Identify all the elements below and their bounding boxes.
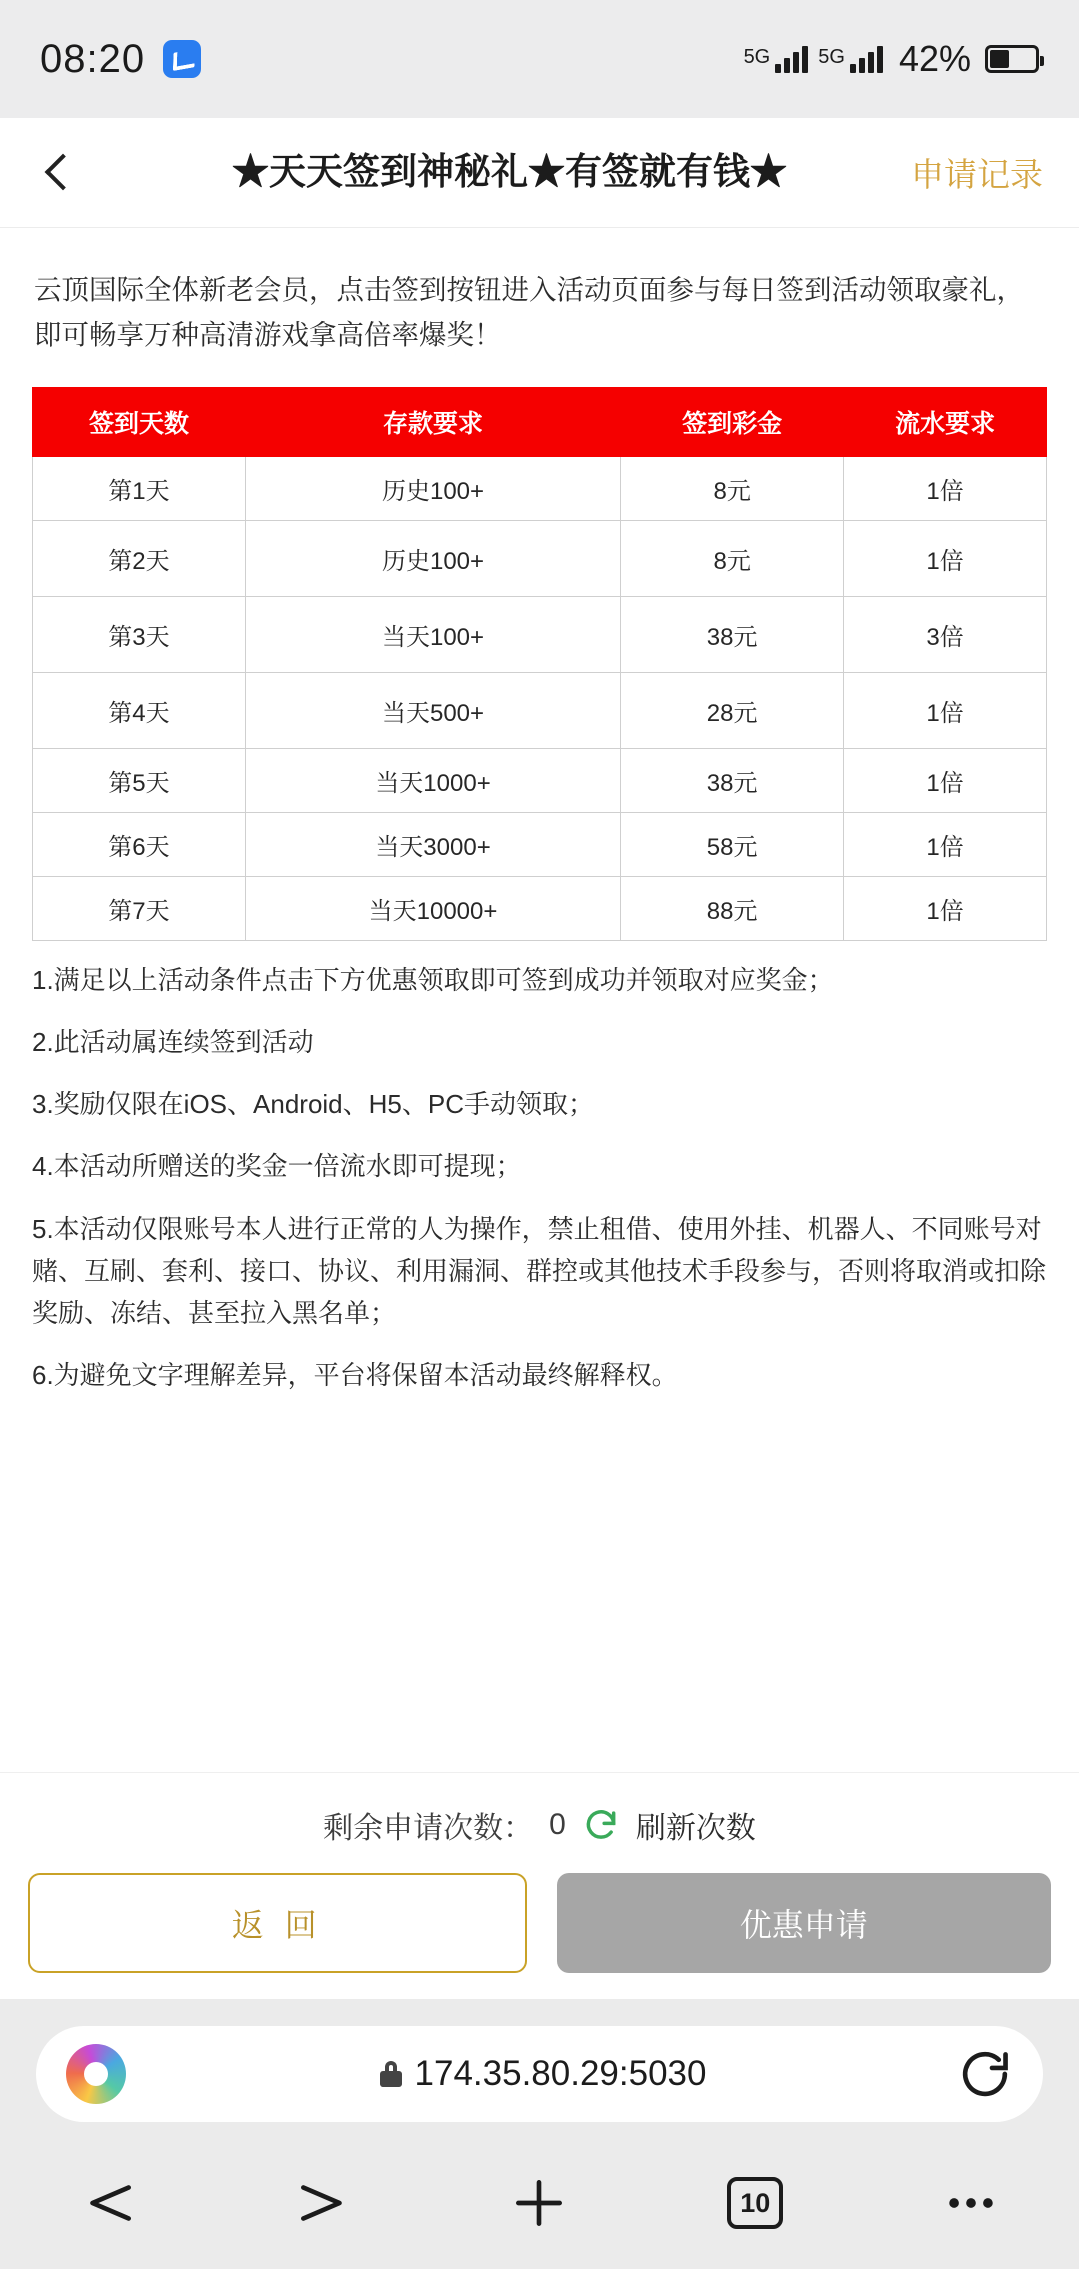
status-bar <box>0 0 1079 118</box>
refresh-icon[interactable] <box>582 1806 620 1844</box>
signal-bars-2-icon <box>850 45 883 73</box>
table-header-cell: 流水要求 <box>844 388 1047 457</box>
browser-toolbar <box>0 1999 1079 2149</box>
table-cell: 第4天 <box>33 673 246 749</box>
signal-1 <box>744 45 809 73</box>
table-cell: 88元 <box>621 877 844 941</box>
browser-nav-bar <box>0 2149 1079 2269</box>
table-cell: 1倍 <box>844 813 1047 877</box>
table-cell: 1倍 <box>844 521 1047 597</box>
table-row <box>33 749 1047 813</box>
table-header-cell: 存款要求 <box>245 388 620 457</box>
url-display[interactable] <box>126 2054 957 2094</box>
network-type-1-label: 5G <box>743 46 771 68</box>
tabs-button[interactable] <box>695 2163 815 2243</box>
table-cell: 8元 <box>621 457 844 521</box>
table-cell: 1倍 <box>844 877 1047 941</box>
remaining-value: 0 <box>549 1808 566 1841</box>
back-chevron-icon[interactable] <box>36 150 82 196</box>
new-tab-plus-icon[interactable] <box>479 2163 599 2243</box>
table-cell: 第7天 <box>33 877 246 941</box>
table-header-cell: 签到彩金 <box>621 388 844 457</box>
table-cell: 8元 <box>621 521 844 597</box>
rule-item: 3.奖励仅限在iOS、Android、H5、PC手动领取； <box>32 1089 594 1120</box>
table-cell: 3倍 <box>844 597 1047 673</box>
network-type-2-label: 5G <box>818 46 845 68</box>
signin-table <box>32 387 1047 941</box>
lock-icon <box>377 2061 399 2087</box>
rule-item: 2.此活动属连续签到活动 <box>32 1027 314 1058</box>
table-cell: 第3天 <box>33 597 246 673</box>
table-cell: 1倍 <box>844 749 1047 813</box>
edit-badge-icon <box>163 40 201 78</box>
table-header-row <box>33 388 1047 457</box>
table-row <box>33 457 1047 521</box>
rule-item: 1.满足以上活动条件点击下方优惠领取即可签到成功并领取对应奖金； <box>32 965 834 996</box>
table-cell: 当天1000+ <box>245 749 620 813</box>
intro-text: 云顶国际全体新老会员，点击签到按钮进入活动页面参与每日签到活动领取豪礼，即可畅享万种高清游戏拿高倍率爆奖！ <box>34 274 1024 350</box>
table-cell: 第2天 <box>33 521 246 597</box>
table-cell: 38元 <box>621 749 844 813</box>
table-cell: 当天500+ <box>245 673 620 749</box>
reload-icon[interactable] <box>957 2046 1013 2102</box>
bottom-action-area <box>0 1772 1079 1999</box>
rules-list <box>32 959 1047 1396</box>
application-records-link[interactable]: 申请记录 <box>911 156 1043 193</box>
table-cell: 历史100+ <box>245 457 620 521</box>
table-cell: 1倍 <box>844 457 1047 521</box>
remaining-applications-row <box>0 1773 1079 1873</box>
url-text: 174.35.80.29:5030 <box>414 2054 707 2093</box>
apply-promotion-button[interactable]: 优惠申请 <box>557 1873 1052 1973</box>
table-cell: 当天100+ <box>245 597 620 673</box>
rule-item: 5.本活动仅限账号本人进行正常的人为操作，禁止租借、使用外挂、机器人、不同账号对赌、互刷、套利、接口、协议、利用漏洞、群控或其他技术手段参与，否则将取消或扣除奖励、冻结、甚至拉入黑名单； <box>32 1213 1047 1328</box>
nav-back-icon[interactable] <box>48 2163 168 2243</box>
status-time: 08:20 <box>40 36 146 81</box>
address-bar[interactable] <box>36 2026 1043 2122</box>
table-cell: 第1天 <box>33 457 246 521</box>
table-cell: 第5天 <box>33 749 246 813</box>
signal-2 <box>818 45 883 73</box>
table-cell: 58元 <box>621 813 844 877</box>
table-cell: 1倍 <box>844 673 1047 749</box>
tabs-count-label: 10 <box>727 2177 783 2229</box>
table-row <box>33 597 1047 673</box>
battery-icon <box>985 45 1039 73</box>
menu-icon[interactable] <box>911 2163 1031 2243</box>
table-cell: 38元 <box>621 597 844 673</box>
table-cell: 当天10000+ <box>245 877 620 941</box>
page-title: ★天天签到神秘礼★有签就有钱★ <box>232 151 787 193</box>
refresh-count-link[interactable]: 刷新次数 <box>635 1812 756 1845</box>
nav-forward-icon[interactable] <box>264 2163 384 2243</box>
battery-percent-label: 42% <box>898 38 971 79</box>
table-cell: 当天3000+ <box>245 813 620 877</box>
rule-item: 6.为避免文字理解差异，平台将保留本活动最终解释权。 <box>32 1359 678 1390</box>
remaining-label: 剩余申请次数： <box>323 1812 534 1845</box>
table-row <box>33 673 1047 749</box>
table-cell: 28元 <box>621 673 844 749</box>
button-row <box>0 1873 1079 1973</box>
signal-bars-1-icon <box>775 45 808 73</box>
table-cell: 第6天 <box>33 813 246 877</box>
table-row <box>33 813 1047 877</box>
status-indicators <box>744 38 1039 80</box>
table-row <box>33 521 1047 597</box>
rule-item: 4.本活动所赠送的奖金一倍流水即可提现； <box>32 1151 522 1182</box>
table-header-cell: 签到天数 <box>33 388 246 457</box>
page-content <box>0 228 1079 1772</box>
back-button[interactable]: 返 回 <box>28 1873 527 1973</box>
page-header <box>0 118 1079 228</box>
table-row <box>33 877 1047 941</box>
table-cell: 历史100+ <box>245 521 620 597</box>
browser-brand-icon <box>66 2044 126 2104</box>
